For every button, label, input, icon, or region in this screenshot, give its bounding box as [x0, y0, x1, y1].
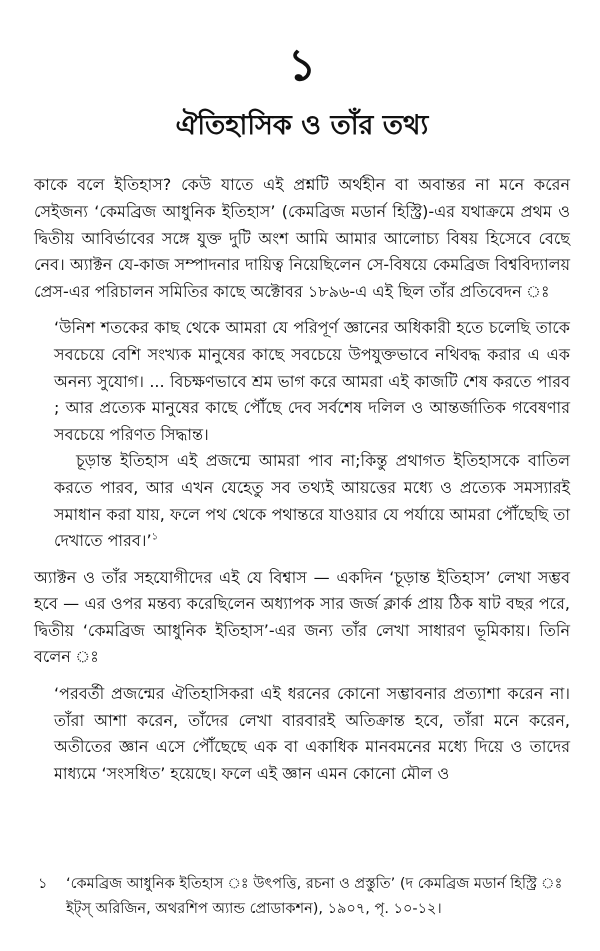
footnote-text: ‘কেমব্রিজ আধুনিক ইতিহাস ঃ উৎপত্তি, রচনা ও প্রস্তুতি’ (দ কেমব্রিজ মডার্ন হিস্ট্রি ঃ ইট্স্ অরিজিন, অথরশিপ অ্যান্ড প্রোডাকশন), ১৯০৭, পৃ. ১০-১২।: [66, 876, 563, 917]
paragraph-clark: অ্যাক্টন ও তাঁর সহযোগীদের এই যে বিশ্বাস — একদিন ‘চূড়ান্ত ইতিহাস’ লেখা সম্ভব হবে — এর ওপর মন্তব্য করেছিলেন অধ্যাপক সার জর্জ ক্লার্ক প্রায় ঠিক ষাট বছর পরে, দ্বিতীয় ‘কেমব্রিজ আধুনিক ইতিহাস’-এর জন্য তাঁর লেখা সাধারণ ভূমিকায়। তিনি বলেন ঃ: [34, 567, 570, 667]
paragraph-intro: কাকে বলে ইতিহাস? কেউ যাতে এই প্রশ্নটি অর্থহীন বা অবান্তর না মনে করেন সেইজন্য ‘কেমব্রিজ আধুনিক ইতিহাস’ (কেমব্রিজ মডার্ন হিস্ট্রি)-এর যথাক্রমে প্রথম ও দ্বিতীয় আবির্ভাবের সঙ্গে যুক্ত দুটি অংশ আমি আমার আলোচ্য বিষয় হিসেবে বেছে নেব। অ্যাক্টন যে-কাজ সম্পাদনার দায়িত্ব নিয়েছিলেন সে-বিষয়ে কেমব্রিজ বিশ্ববিদ্যালয় প্রেস-এর পরিচালন সমিতির কাছে অক্টোবর ১৮৯৬-এ এই ছিল তাঁর প্রতিবেদন ঃ: [34, 175, 570, 301]
block-quote-clark: [54, 681, 570, 787]
quote-acton-part-2-text: চূড়ান্ত ইতিহাস এই প্রজন্মে আমরা পাব না;কিন্তু প্রথাগত ইতিহাসকে বাতিল করতে পারব, আর এখন যেহেতু সব তথ্যই আয়ত্তের মধ্যে ও প্রত্যেক সমস্যারই সমাধান করা যায়, ফলে পথ থেকে পথান্তরে যাওয়ার যে পর্যায়ে আমরা পৌঁছেছি তা দেখাতে পারব।’: [54, 451, 570, 551]
quote-clark-text: ‘পরবর্তী প্রজন্মের ঐতিহাসিকরা এই ধরনের কোনো সম্ভাবনার প্রত্যাশা করেন না। তাঁরা আশা করেন, তাঁদের লেখা বারবারই অতিক্রান্ত হবে, তাঁরা মনে করেন, অতীতের জ্ঞান এসে পৌঁছেছে এক বা একাধিক মানবমনের মধ্যে দিয়ে ও তাদের মাধ্যমে ‘সংসধিত’ হয়েছে। ফলে এই জ্ঞান এমন কোনো মৌল ও: [54, 684, 570, 783]
quote-acton-part-2: [54, 448, 570, 554]
footnote: [34, 872, 570, 922]
quote-acton-part-1: ‘উনিশ শতকের কাছ থেকে আমরা যে পরিপূর্ণ জ্ঞানের অধিকারী হতে চলেছি তাকে সবচেয়ে বেশি সংখ্যক মানুষের কাছে সবচেয়ে উপযুক্তভাবে নথিবদ্ধ করার এ এক অনন্য সুযোগ। ... বিচক্ষণভাবে শ্রম ভাগ করে আমরা এই কাজটি শেষ করতে পারব ; আর প্রত্যেক মানুষের কাছে পৌঁছে দেব সর্বশেষ দলিল ও আন্তর্জাতিক গবেষণার সবচেয়ে পরিণত সিদ্ধান্ত।: [54, 318, 570, 444]
chapter-title: ঐতিহাসিক ও তাঁর তথ্য: [175, 110, 429, 141]
chapter-number: ১: [287, 40, 317, 91]
block-quote-acton: [54, 315, 570, 554]
footnote-reference: ১: [151, 531, 159, 543]
footnote-number: ১: [38, 876, 48, 892]
